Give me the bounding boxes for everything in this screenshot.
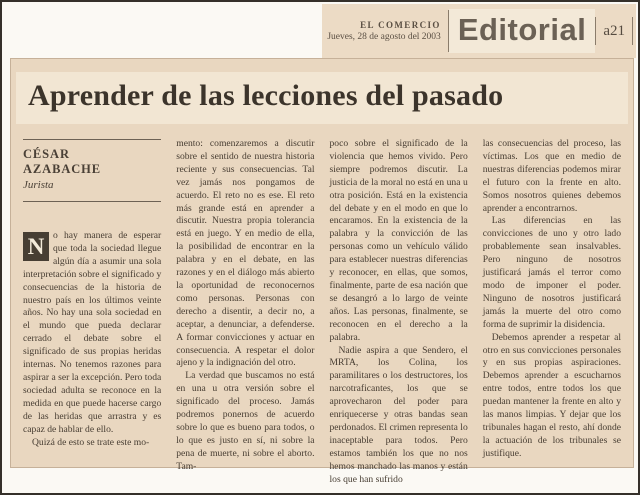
page-number: a21 [603, 22, 625, 39]
byline-rule-top [23, 139, 161, 140]
masthead-date-block [327, 19, 440, 43]
article-clipping [10, 58, 634, 485]
article-columns [11, 124, 633, 486]
headline-band [16, 72, 628, 124]
body-paragraph [23, 230, 161, 437]
author-name-line1: CÉSAR [23, 147, 70, 161]
paragraph-text: o hay manera de esperar que toda la sociedad llegue algún día a asumir una sola interpretación sobre el significado y consecuencias de la historia de nuestro país en los últimos veinte años. No hay una sola sociedad en el mundo que pueda declarar cerrado el debate sobre el significado de sus propias heridas internas. No tenemos razones para aspirar a ser la excepción. Pero toda sociedad adulta se reconoce en la medida en que puede hacerse cargo de las heridas que arrastra y es capaz de hablar de ello. [23, 230, 162, 435]
masthead-divider-right [632, 17, 633, 45]
column-2 [176, 138, 314, 486]
body-paragraph: La verdad que buscamos no está en una u otra versión sobre el significado del proceso. Jamás podremos ponernos de acuerdo sobre lo que es bueno para todos, o lo que es justo en sí, ni sobre la pena de muerte, ni sobre el aborto. Tam- [176, 370, 315, 472]
author-name [23, 147, 161, 177]
body-paragraph: las consecuencias del proceso, las víctimas. Los que en medio de nuestras diferencias podemos mirar el futuro con la frente en alto. Somos nosotros quienes debemos aprender a encontrarnos. [482, 138, 621, 214]
dropcap-letter: N [23, 232, 49, 261]
byline-block [23, 138, 161, 230]
body-paragraph: Las diferencias en las convicciones de uno y otro lado probablemente sean insalvables. Pero ninguno de nosotros justificará jamás el terror como modo de imponer el poder. Ninguno de nosotros justificará jamás la muerte del otro como forma de suprimir la disidencia. [482, 215, 621, 330]
masthead [322, 4, 636, 58]
body-paragraph: Nadie aspira a que Sendero, el MRTA, los Colina, los paramilitares o los destructores, los narcotraficantes, los que se aprovecharon del poder para enriquecerse y otras bandas sean perdonados. El crimen representa lo inaceptable para todos. Pero estamos también los que no nos hemos manchado las manos y están los que han sufrido [329, 344, 468, 485]
body-paragraph: poco sobre el significado de la violencia que hemos vivido. Pero siempre podremos discutir. La justicia de la moral no está en una u otra posición. Está en la existencia del debate y en el modo en que lo encaramos. En la existencia de la palabra y la convicción de las personas como un vehículo válido para establecer nuestras diferencias y reconocer, en ellas, que somos, finalmente, parte de esa nación que se desangró a lo largo de veinte años. Las personas, finalmente, se reconocen en el derecho a la palabra. [329, 138, 468, 343]
body-paragraph: Debemos aprender a respetar al otro en sus convicciones personales y en sus propias aspiraciones. Debemos aprender a escucharnos entre todos, entre todos los que puedan mantener la frente en alto y las manos limpias. Y dejar que los tribunales hagan el resto, ahí donde la actuación de los tribunales se justifique. [482, 331, 621, 459]
column-3 [330, 138, 468, 486]
body-paragraph: mento: comenzaremos a discutir sobre el sentido de nuestra historia reciente y sus consecuencias. Tal vez jamás nos pongamos de acuerdo. El reto no es ese. El reto más grande está en aprender a discutir. Nuestra propia tolerancia está en juego. Y en medio de ella, la posibilidad de encontrar en la palabra y en el debate, en las razones y en el diálogo más abierto la oportunidad de reconocernos como personas. Personas con derecho a disentir, a decir no, a aceptar, a denunciar, a defenderse. A formar convicciones y actuar en consecuencia. A respetar el dolor ajeno y la indignación del otro. [176, 138, 315, 369]
paper-name: EL COMERCIO [360, 20, 441, 30]
section-title: Editorial [449, 9, 596, 53]
body-paragraph: Quizá de esto se trate este mo- [32, 436, 150, 448]
author-name-line2: AZABACHE [23, 162, 102, 176]
byline-rule-bottom [23, 201, 161, 202]
article-headline: Aprender de las lecciones del pasado [28, 79, 504, 112]
author-role: Jurista [23, 179, 54, 191]
column-1 [23, 138, 161, 486]
column-4 [483, 138, 621, 486]
issue-date: Jueves, 28 de agosto del 2003 [327, 32, 441, 42]
